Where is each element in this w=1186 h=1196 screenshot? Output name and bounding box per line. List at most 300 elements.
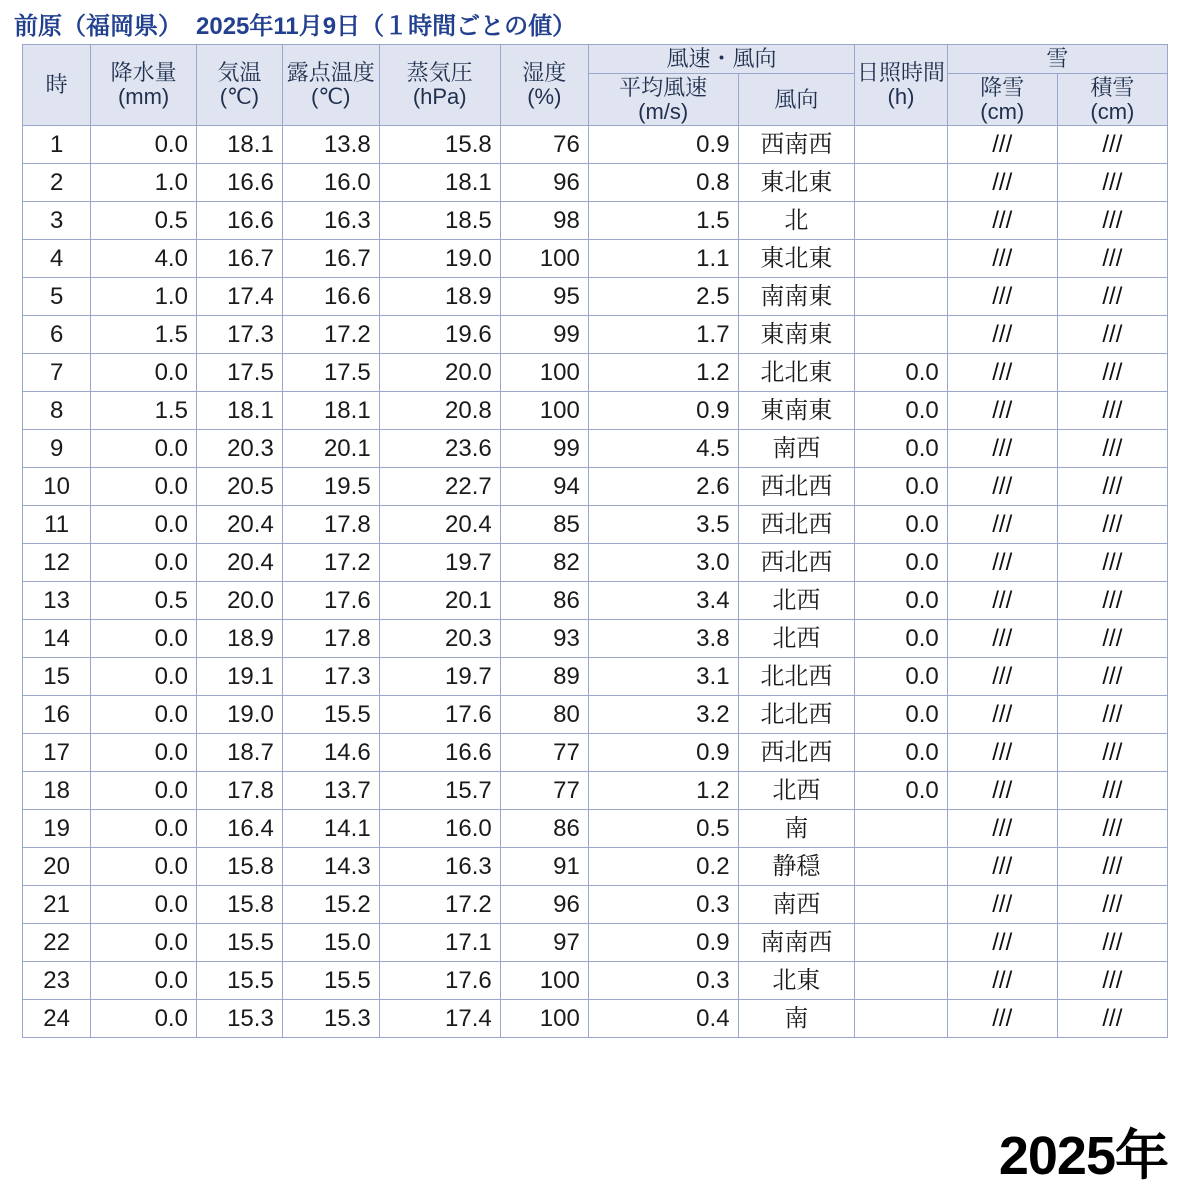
row-cell-sunshine: 0.0 <box>855 430 947 468</box>
row-cell-wind-direction: 南南西 <box>738 924 855 962</box>
row-cell-hour: 4 <box>23 240 91 278</box>
table-row <box>23 126 1168 164</box>
row-cell-vapor: 17.4 <box>379 1000 500 1038</box>
row-cell-hour: 1 <box>23 126 91 164</box>
row-cell-dewpoint: 13.8 <box>282 126 379 164</box>
row-cell-precipitation: 0.0 <box>91 734 197 772</box>
col-header-temperature-unit: (℃) <box>219 84 260 110</box>
row-cell-precipitation: 0.0 <box>91 354 197 392</box>
table-row <box>23 582 1168 620</box>
row-cell-humidity: 94 <box>500 468 588 506</box>
row-cell-snowfall: /// <box>947 240 1057 278</box>
row-cell-snowdepth: /// <box>1057 658 1167 696</box>
row-cell-wind-direction: 西北西 <box>738 468 855 506</box>
row-cell-temperature: 16.6 <box>196 202 282 240</box>
row-cell-dewpoint: 18.1 <box>282 392 379 430</box>
row-cell-wind-direction: 南 <box>738 810 855 848</box>
row-cell-vapor: 17.6 <box>379 962 500 1000</box>
row-cell-vapor: 20.0 <box>379 354 500 392</box>
row-cell-wind-speed: 2.6 <box>588 468 738 506</box>
row-cell-wind-direction: 北北東 <box>738 354 855 392</box>
row-cell-wind-speed: 0.9 <box>588 734 738 772</box>
row-cell-hour: 21 <box>23 886 91 924</box>
row-cell-hour: 11 <box>23 506 91 544</box>
row-cell-snowdepth: /// <box>1057 1000 1167 1038</box>
table-row <box>23 354 1168 392</box>
row-cell-hour: 6 <box>23 316 91 354</box>
row-cell-dewpoint: 15.3 <box>282 1000 379 1038</box>
row-cell-humidity: 100 <box>500 1000 588 1038</box>
row-cell-dewpoint: 17.3 <box>282 658 379 696</box>
row-cell-wind-direction: 西南西 <box>738 126 855 164</box>
table-row <box>23 810 1168 848</box>
row-cell-precipitation: 0.0 <box>91 506 197 544</box>
row-cell-wind-direction: 西北西 <box>738 544 855 582</box>
row-cell-wind-direction: 北西 <box>738 620 855 658</box>
row-cell-snowdepth: /// <box>1057 772 1167 810</box>
row-cell-sunshine <box>855 810 947 848</box>
row-cell-wind-speed: 0.3 <box>588 886 738 924</box>
row-cell-wind-direction: 静穏 <box>738 848 855 886</box>
date-label: 2025年11月9日（１時間ごとの値） <box>196 13 577 40</box>
col-header-sunshine-unit: (h) <box>887 84 915 110</box>
row-cell-temperature: 17.3 <box>196 316 282 354</box>
row-cell-snowfall: /// <box>947 772 1057 810</box>
row-cell-sunshine: 0.0 <box>855 658 947 696</box>
row-cell-temperature: 20.3 <box>196 430 282 468</box>
row-cell-snowfall: /// <box>947 810 1057 848</box>
row-cell-sunshine <box>855 202 947 240</box>
row-cell-wind-direction: 東北東 <box>738 164 855 202</box>
row-cell-sunshine: 0.0 <box>855 468 947 506</box>
table-row <box>23 430 1168 468</box>
row-cell-dewpoint: 20.1 <box>282 430 379 468</box>
row-cell-temperature: 19.0 <box>196 696 282 734</box>
row-cell-humidity: 91 <box>500 848 588 886</box>
row-cell-hour: 17 <box>23 734 91 772</box>
row-cell-precipitation: 4.0 <box>91 240 197 278</box>
row-cell-humidity: 96 <box>500 886 588 924</box>
row-cell-wind-direction: 東北東 <box>738 240 855 278</box>
row-cell-hour: 20 <box>23 848 91 886</box>
row-cell-sunshine <box>855 240 947 278</box>
row-cell-vapor: 19.6 <box>379 316 500 354</box>
row-cell-snowfall: /// <box>947 202 1057 240</box>
row-cell-snowdepth: /// <box>1057 126 1167 164</box>
row-cell-humidity: 76 <box>500 126 588 164</box>
table-row <box>23 924 1168 962</box>
row-cell-sunshine <box>855 1000 947 1038</box>
row-cell-precipitation: 0.5 <box>91 582 197 620</box>
row-cell-precipitation: 1.5 <box>91 316 197 354</box>
row-cell-temperature: 20.4 <box>196 544 282 582</box>
row-cell-hour: 15 <box>23 658 91 696</box>
row-cell-humidity: 77 <box>500 734 588 772</box>
row-cell-humidity: 80 <box>500 696 588 734</box>
table-row <box>23 506 1168 544</box>
row-cell-snowfall: /// <box>947 620 1057 658</box>
row-cell-sunshine: 0.0 <box>855 354 947 392</box>
row-cell-wind-speed: 3.1 <box>588 658 738 696</box>
col-header-snowfall <box>947 73 1057 126</box>
row-cell-wind-speed: 4.5 <box>588 430 738 468</box>
row-cell-temperature: 15.5 <box>196 924 282 962</box>
row-cell-wind-speed: 3.2 <box>588 696 738 734</box>
col-header-humidity-unit: (%) <box>527 84 562 110</box>
col-header-humidity <box>500 45 588 126</box>
row-cell-snowdepth: /// <box>1057 886 1167 924</box>
row-cell-sunshine <box>855 924 947 962</box>
row-cell-dewpoint: 16.3 <box>282 202 379 240</box>
table-row <box>23 962 1168 1000</box>
row-cell-humidity: 96 <box>500 164 588 202</box>
col-header-hour: 時 <box>23 45 91 126</box>
row-cell-temperature: 17.8 <box>196 772 282 810</box>
row-cell-wind-speed: 0.2 <box>588 848 738 886</box>
row-cell-wind-speed: 1.1 <box>588 240 738 278</box>
table-row <box>23 658 1168 696</box>
row-cell-sunshine: 0.0 <box>855 392 947 430</box>
row-cell-temperature: 16.4 <box>196 810 282 848</box>
row-cell-vapor: 19.7 <box>379 658 500 696</box>
row-cell-dewpoint: 16.7 <box>282 240 379 278</box>
col-header-temperature <box>196 45 282 126</box>
row-cell-hour: 16 <box>23 696 91 734</box>
row-cell-snowfall: /// <box>947 506 1057 544</box>
row-cell-humidity: 97 <box>500 924 588 962</box>
row-cell-humidity: 82 <box>500 544 588 582</box>
row-cell-snowfall: /// <box>947 886 1057 924</box>
table-row <box>23 278 1168 316</box>
row-cell-hour: 24 <box>23 1000 91 1038</box>
row-cell-temperature: 20.5 <box>196 468 282 506</box>
row-cell-wind-speed: 0.8 <box>588 164 738 202</box>
row-cell-vapor: 17.1 <box>379 924 500 962</box>
row-cell-vapor: 22.7 <box>379 468 500 506</box>
row-cell-sunshine: 0.0 <box>855 544 947 582</box>
col-header-humidity-label: 湿度 <box>522 60 567 86</box>
col-header-precipitation-unit: (mm) <box>117 84 170 110</box>
row-cell-sunshine: 0.0 <box>855 582 947 620</box>
row-cell-hour: 22 <box>23 924 91 962</box>
row-cell-snowdepth: /// <box>1057 620 1167 658</box>
row-cell-hour: 10 <box>23 468 91 506</box>
table-row <box>23 734 1168 772</box>
row-cell-humidity: 100 <box>500 354 588 392</box>
row-cell-dewpoint: 17.6 <box>282 582 379 620</box>
row-cell-dewpoint: 15.5 <box>282 962 379 1000</box>
row-cell-precipitation: 0.0 <box>91 658 197 696</box>
row-cell-snowdepth: /// <box>1057 316 1167 354</box>
row-cell-temperature: 15.8 <box>196 848 282 886</box>
col-header-sunshine <box>855 45 947 126</box>
table-row <box>23 202 1168 240</box>
row-cell-snowfall: /// <box>947 658 1057 696</box>
col-header-snowfall-unit: (cm) <box>980 98 1025 124</box>
row-cell-sunshine: 0.0 <box>855 506 947 544</box>
row-cell-snowdepth: /// <box>1057 544 1167 582</box>
col-header-wind-direction: 風向 <box>738 73 855 126</box>
row-cell-wind-speed: 1.2 <box>588 354 738 392</box>
col-header-precipitation-label: 降水量 <box>110 60 177 86</box>
row-cell-hour: 8 <box>23 392 91 430</box>
row-cell-precipitation: 0.5 <box>91 202 197 240</box>
row-cell-snowfall: /// <box>947 582 1057 620</box>
row-cell-temperature: 15.5 <box>196 962 282 1000</box>
row-cell-wind-direction: 北西 <box>738 772 855 810</box>
row-cell-wind-direction: 北東 <box>738 962 855 1000</box>
row-cell-dewpoint: 16.6 <box>282 278 379 316</box>
row-cell-dewpoint: 14.3 <box>282 848 379 886</box>
row-cell-dewpoint: 15.2 <box>282 886 379 924</box>
row-cell-dewpoint: 16.0 <box>282 164 379 202</box>
table-row <box>23 886 1168 924</box>
row-cell-hour: 23 <box>23 962 91 1000</box>
row-cell-snowfall: /// <box>947 392 1057 430</box>
col-header-temperature-label: 気温 <box>217 60 262 86</box>
row-cell-precipitation: 0.0 <box>91 696 197 734</box>
row-cell-precipitation: 0.0 <box>91 620 197 658</box>
table-row <box>23 468 1168 506</box>
col-header-snow-group: 雪 <box>947 45 1167 74</box>
row-cell-humidity: 100 <box>500 962 588 1000</box>
row-cell-hour: 12 <box>23 544 91 582</box>
row-cell-dewpoint: 17.2 <box>282 544 379 582</box>
col-header-dewpoint <box>282 45 379 126</box>
row-cell-snowdepth: /// <box>1057 962 1167 1000</box>
row-cell-snowdepth: /// <box>1057 468 1167 506</box>
row-cell-snowfall: /// <box>947 962 1057 1000</box>
row-cell-vapor: 19.7 <box>379 544 500 582</box>
col-header-wind-speed <box>588 73 738 126</box>
row-cell-precipitation: 0.0 <box>91 126 197 164</box>
row-cell-sunshine <box>855 962 947 1000</box>
row-cell-hour: 18 <box>23 772 91 810</box>
row-cell-dewpoint: 15.0 <box>282 924 379 962</box>
row-cell-hour: 14 <box>23 620 91 658</box>
table-row <box>23 696 1168 734</box>
row-cell-vapor: 15.8 <box>379 126 500 164</box>
row-cell-wind-direction: 北 <box>738 202 855 240</box>
col-header-wind-speed-label: 平均風速 <box>619 74 708 100</box>
row-cell-temperature: 20.4 <box>196 506 282 544</box>
station-name: 前原（福岡県） <box>14 13 182 40</box>
table-row <box>23 620 1168 658</box>
col-header-snowdepth-unit: (cm) <box>1090 98 1135 124</box>
row-cell-sunshine <box>855 164 947 202</box>
row-cell-temperature: 15.3 <box>196 1000 282 1038</box>
row-cell-dewpoint: 19.5 <box>282 468 379 506</box>
row-cell-wind-direction: 北北西 <box>738 696 855 734</box>
row-cell-precipitation: 1.0 <box>91 278 197 316</box>
row-cell-snowfall: /// <box>947 316 1057 354</box>
row-cell-humidity: 100 <box>500 240 588 278</box>
row-cell-precipitation: 0.0 <box>91 886 197 924</box>
row-cell-sunshine <box>855 848 947 886</box>
row-cell-hour: 13 <box>23 582 91 620</box>
row-cell-wind-speed: 2.5 <box>588 278 738 316</box>
row-cell-wind-speed: 1.2 <box>588 772 738 810</box>
row-cell-snowfall: /// <box>947 278 1057 316</box>
row-cell-temperature: 16.7 <box>196 240 282 278</box>
row-cell-sunshine <box>855 316 947 354</box>
table-row <box>23 848 1168 886</box>
row-cell-wind-direction: 北北西 <box>738 658 855 696</box>
row-cell-temperature: 18.7 <box>196 734 282 772</box>
row-cell-snowfall: /// <box>947 848 1057 886</box>
row-cell-snowfall: /// <box>947 430 1057 468</box>
row-cell-precipitation: 0.0 <box>91 1000 197 1038</box>
row-cell-sunshine <box>855 278 947 316</box>
row-cell-vapor: 18.9 <box>379 278 500 316</box>
table-row <box>23 164 1168 202</box>
row-cell-vapor: 17.6 <box>379 696 500 734</box>
row-cell-snowdepth: /// <box>1057 696 1167 734</box>
table-row <box>23 240 1168 278</box>
col-header-vapor-label: 蒸気圧 <box>406 60 473 86</box>
row-cell-temperature: 20.0 <box>196 582 282 620</box>
row-cell-precipitation: 0.0 <box>91 430 197 468</box>
row-cell-temperature: 17.4 <box>196 278 282 316</box>
row-cell-wind-speed: 0.9 <box>588 392 738 430</box>
row-cell-wind-direction: 西北西 <box>738 734 855 772</box>
row-cell-sunshine: 0.0 <box>855 620 947 658</box>
row-cell-snowfall: /// <box>947 354 1057 392</box>
row-cell-sunshine <box>855 126 947 164</box>
row-cell-temperature: 18.1 <box>196 126 282 164</box>
hourly-weather-table <box>22 44 1168 1038</box>
row-cell-snowfall: /// <box>947 1000 1057 1038</box>
row-cell-vapor: 18.5 <box>379 202 500 240</box>
row-cell-wind-direction: 南南東 <box>738 278 855 316</box>
row-cell-precipitation: 0.0 <box>91 962 197 1000</box>
row-cell-snowdepth: /// <box>1057 202 1167 240</box>
col-header-snowdepth-label: 積雪 <box>1090 74 1135 100</box>
row-cell-humidity: 85 <box>500 506 588 544</box>
col-header-dewpoint-label: 露点温度 <box>286 60 375 86</box>
table-row <box>23 392 1168 430</box>
row-cell-dewpoint: 17.5 <box>282 354 379 392</box>
row-cell-sunshine: 0.0 <box>855 772 947 810</box>
row-cell-wind-direction: 南 <box>738 1000 855 1038</box>
table-row <box>23 772 1168 810</box>
row-cell-precipitation: 0.0 <box>91 772 197 810</box>
row-cell-vapor: 16.6 <box>379 734 500 772</box>
row-cell-precipitation: 0.0 <box>91 810 197 848</box>
row-cell-snowfall: /// <box>947 696 1057 734</box>
row-cell-vapor: 20.8 <box>379 392 500 430</box>
row-cell-snowfall: /// <box>947 544 1057 582</box>
row-cell-wind-speed: 1.7 <box>588 316 738 354</box>
row-cell-wind-speed: 3.5 <box>588 506 738 544</box>
row-cell-temperature: 18.9 <box>196 620 282 658</box>
row-cell-snowdepth: /// <box>1057 734 1167 772</box>
row-cell-humidity: 77 <box>500 772 588 810</box>
table-header <box>23 45 1168 126</box>
row-cell-dewpoint: 17.8 <box>282 620 379 658</box>
row-cell-vapor: 20.1 <box>379 582 500 620</box>
row-cell-vapor: 16.0 <box>379 810 500 848</box>
row-cell-snowdepth: /// <box>1057 848 1167 886</box>
row-cell-dewpoint: 13.7 <box>282 772 379 810</box>
col-header-wind-group: 風速・風向 <box>588 45 854 74</box>
row-cell-wind-speed: 1.5 <box>588 202 738 240</box>
row-cell-sunshine <box>855 886 947 924</box>
row-cell-vapor: 20.3 <box>379 620 500 658</box>
row-cell-snowdepth: /// <box>1057 582 1167 620</box>
row-cell-snowfall: /// <box>947 126 1057 164</box>
row-cell-snowfall: /// <box>947 164 1057 202</box>
row-cell-vapor: 23.6 <box>379 430 500 468</box>
row-cell-wind-speed: 0.5 <box>588 810 738 848</box>
row-cell-vapor: 20.4 <box>379 506 500 544</box>
col-header-precipitation <box>91 45 197 126</box>
row-cell-temperature: 16.6 <box>196 164 282 202</box>
row-cell-vapor: 19.0 <box>379 240 500 278</box>
col-header-vapor <box>379 45 500 126</box>
row-cell-humidity: 86 <box>500 582 588 620</box>
row-cell-snowdepth: /// <box>1057 506 1167 544</box>
row-cell-dewpoint: 14.1 <box>282 810 379 848</box>
row-cell-sunshine: 0.0 <box>855 696 947 734</box>
row-cell-snowfall: /// <box>947 924 1057 962</box>
page-title <box>14 6 576 41</box>
row-cell-hour: 2 <box>23 164 91 202</box>
row-cell-temperature: 17.5 <box>196 354 282 392</box>
row-cell-snowdepth: /// <box>1057 430 1167 468</box>
row-cell-vapor: 18.1 <box>379 164 500 202</box>
row-cell-snowdepth: /// <box>1057 392 1167 430</box>
row-cell-snowfall: /// <box>947 734 1057 772</box>
row-cell-snowfall: /// <box>947 468 1057 506</box>
row-cell-dewpoint: 17.8 <box>282 506 379 544</box>
year-stamp: 2025年 <box>998 1126 1168 1186</box>
row-cell-dewpoint: 14.6 <box>282 734 379 772</box>
row-cell-vapor: 17.2 <box>379 886 500 924</box>
row-cell-humidity: 89 <box>500 658 588 696</box>
table-row <box>23 544 1168 582</box>
row-cell-wind-speed: 3.4 <box>588 582 738 620</box>
row-cell-snowdepth: /// <box>1057 164 1167 202</box>
row-cell-snowdepth: /// <box>1057 924 1167 962</box>
row-cell-dewpoint: 17.2 <box>282 316 379 354</box>
row-cell-humidity: 99 <box>500 316 588 354</box>
col-header-dewpoint-unit: (℃) <box>311 84 351 110</box>
table-row <box>23 316 1168 354</box>
row-cell-wind-direction: 南西 <box>738 886 855 924</box>
row-cell-hour: 19 <box>23 810 91 848</box>
row-cell-precipitation: 0.0 <box>91 848 197 886</box>
row-cell-snowdepth: /// <box>1057 810 1167 848</box>
row-cell-humidity: 93 <box>500 620 588 658</box>
row-cell-wind-direction: 東南東 <box>738 316 855 354</box>
row-cell-wind-direction: 西北西 <box>738 506 855 544</box>
row-cell-precipitation: 0.0 <box>91 544 197 582</box>
table-body <box>23 126 1168 1038</box>
col-header-snowdepth <box>1057 73 1167 126</box>
row-cell-humidity: 86 <box>500 810 588 848</box>
row-cell-dewpoint: 15.5 <box>282 696 379 734</box>
row-cell-humidity: 99 <box>500 430 588 468</box>
row-cell-wind-speed: 3.8 <box>588 620 738 658</box>
row-cell-sunshine: 0.0 <box>855 734 947 772</box>
row-cell-wind-direction: 東南東 <box>738 392 855 430</box>
row-cell-hour: 7 <box>23 354 91 392</box>
row-cell-hour: 5 <box>23 278 91 316</box>
table-row <box>23 1000 1168 1038</box>
row-cell-humidity: 95 <box>500 278 588 316</box>
row-cell-snowdepth: /// <box>1057 354 1167 392</box>
